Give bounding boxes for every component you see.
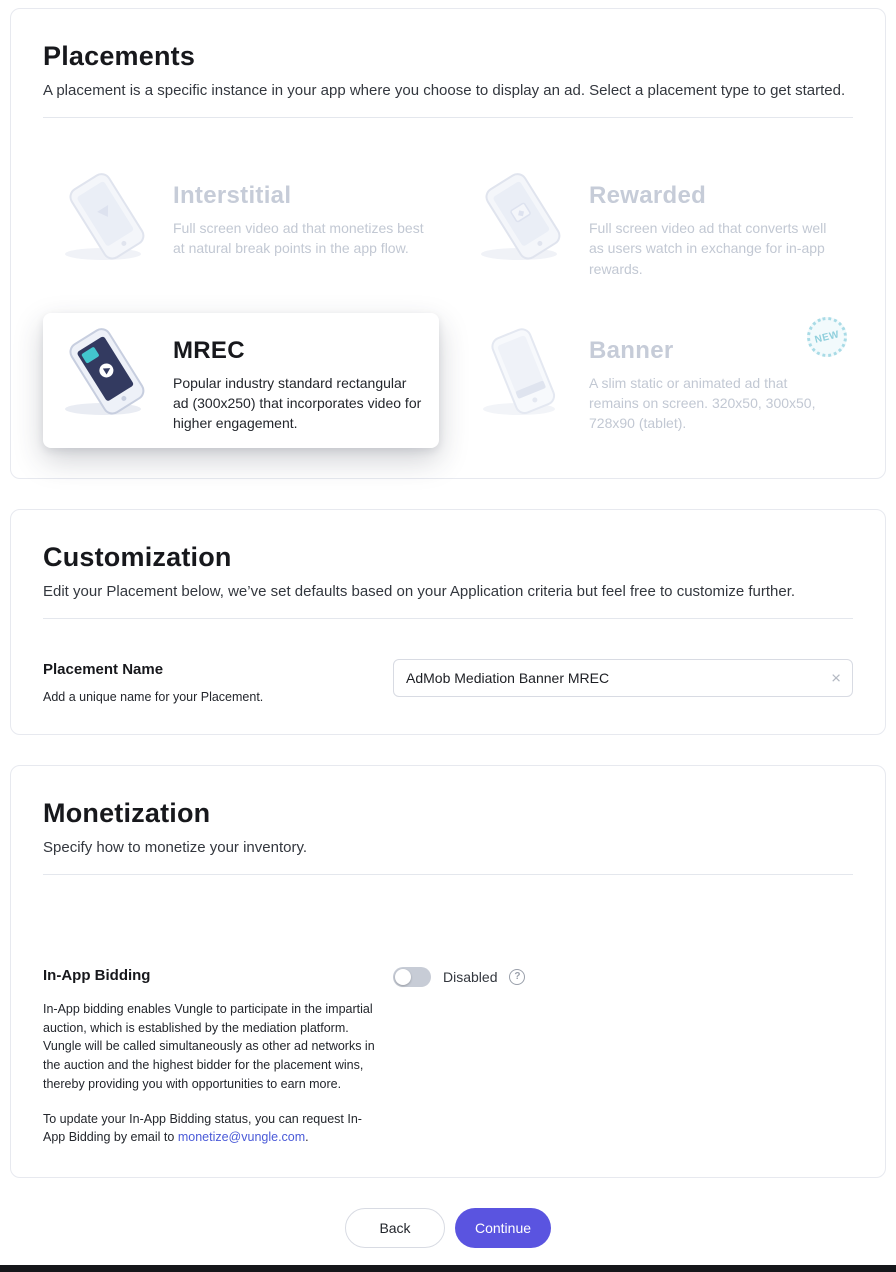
placement-title: Interstitial	[173, 182, 292, 209]
monetize-email-link[interactable]: monetize@vungle.com	[177, 1130, 306, 1145]
in-app-bidding-status: Disabled	[443, 968, 498, 985]
rewarded-phone-icon	[471, 172, 577, 264]
tile-text	[589, 327, 841, 434]
placements-title: Placements	[43, 41, 196, 71]
in-app-bidding-description: In-App bidding enables Vungle to participate in the impartial auction, which is established by the mediation platform. Vungle will be called simultaneously as other ad networks in the auction and the highest bidder for the placement wins, thereby providing you with opportunities to earn more.	[43, 1001, 375, 1091]
placement-description: A slim static or animated ad that remains on screen. 320x50, 300x50, 728x90 (tablet).	[589, 374, 816, 432]
placements-divider	[43, 117, 853, 118]
placement-description: Full screen video ad that converts well as users watch in exchange for in-app rewards.	[589, 220, 827, 277]
customization-subtitle: Edit your Placement below, we’ve set defaults based on your Application criteria but feel free to customize further.	[43, 582, 796, 600]
clear-input-icon[interactable]: ×	[831, 668, 841, 688]
customization-title: Customization	[43, 541, 232, 572]
placement-type-grid	[43, 158, 853, 448]
placement-description: Popular industry standard rectangular ad (300x250) that incorporates video for higher engagement.	[173, 374, 422, 432]
in-app-bidding-control	[393, 967, 525, 987]
in-app-bidding-note	[43, 1110, 375, 1148]
placement-name-label-block	[43, 659, 393, 704]
placement-title: Banner	[589, 336, 674, 364]
in-app-bidding-note-suffix: .	[305, 1130, 309, 1145]
placement-name-row	[43, 659, 853, 704]
monetization-card	[10, 765, 886, 1178]
toggle-knob	[395, 969, 411, 985]
placements-subtitle: A placement is a specific instance in your app where you choose to display an ad. Select a placement type to get started.	[43, 82, 846, 99]
placement-name-helper: Add a unique name for your Placement.	[43, 689, 264, 704]
placement-description: Full screen video ad that monetizes best at natural break points in the app flow.	[173, 220, 424, 257]
banner-phone-icon	[471, 327, 577, 419]
monetization-subtitle: Specify how to monetize your inventory.	[43, 838, 308, 856]
placement-name-label: Placement Name	[43, 660, 164, 678]
placement-tile-banner[interactable]	[459, 313, 855, 448]
in-app-bidding-note-text: To update your In-App Bidding status, you can request In-App Bidding by email to	[43, 1111, 362, 1145]
placement-tile-rewarded[interactable]	[459, 158, 855, 293]
placement-name-input[interactable]	[393, 659, 853, 697]
placement-tile-mrec[interactable]	[43, 313, 439, 448]
monetization-title: Monetization	[43, 797, 211, 828]
customization-card	[10, 509, 886, 735]
in-app-bidding-info	[43, 967, 393, 1147]
footer-actions	[0, 1208, 896, 1272]
placements-card	[10, 8, 886, 479]
customization-divider	[43, 618, 853, 619]
new-badge: NEW	[803, 313, 851, 361]
tile-text	[173, 172, 425, 259]
in-app-bidding-label: In-App Bidding	[43, 966, 151, 984]
placement-name-input-wrap	[393, 659, 853, 697]
interstitial-phone-icon	[55, 172, 161, 264]
monetization-divider	[43, 874, 853, 875]
help-icon[interactable]: ?	[509, 969, 525, 985]
in-app-bidding-toggle[interactable]	[393, 967, 431, 987]
in-app-bidding-row	[43, 967, 853, 1147]
continue-button[interactable]: Continue	[455, 1208, 551, 1248]
tile-text	[173, 327, 425, 434]
mrec-phone-icon	[55, 327, 161, 419]
placement-tile-interstitial[interactable]	[43, 158, 439, 293]
placement-title: MREC	[173, 336, 245, 364]
bottom-bar	[0, 1265, 896, 1272]
placement-title: Rewarded	[589, 182, 707, 209]
tile-text	[589, 172, 841, 279]
back-button[interactable]: Back	[345, 1208, 445, 1248]
